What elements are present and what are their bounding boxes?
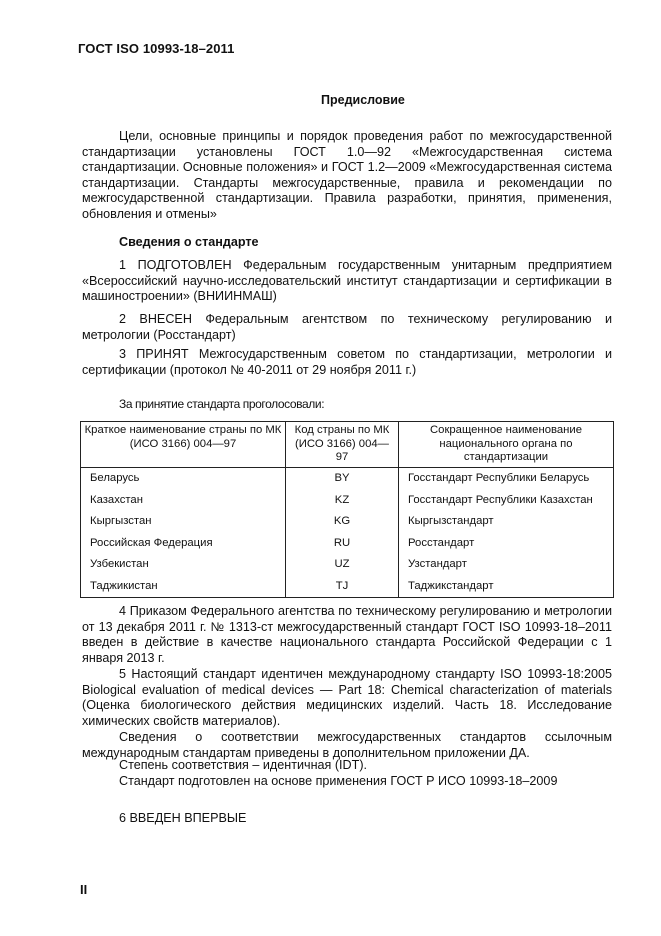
code-cell: KG xyxy=(286,511,399,533)
code-cell: KZ xyxy=(286,489,399,511)
item-1-paragraph: 1 ПОДГОТОВЛЕН Федеральным государственным унитарным предприятием «Всероссийский научно-исследовательский институт стандартизации и сертификации в машиностроении» (ВНИИНМАШ) xyxy=(82,258,612,304)
table-header-body: Сокращенное наименование национального органа по стандартизации xyxy=(399,422,614,468)
body-cell: Таджикстандарт xyxy=(399,575,614,597)
page-title: Предисловие xyxy=(321,93,405,107)
code-cell: BY xyxy=(286,467,399,489)
table-row xyxy=(81,532,614,554)
table-header-row xyxy=(81,422,614,468)
country-cell: Кыргызстан xyxy=(81,511,286,533)
table-header-country: Краткое наименование страны по МК (ИСО 3166) 004—97 xyxy=(81,422,286,468)
country-cell: Казахстан xyxy=(81,489,286,511)
document-header: ГОСТ ISO 10993-18–2011 xyxy=(78,41,235,56)
item-5-degree: Степень соответствия – идентичная (IDT). xyxy=(119,758,368,772)
item-5-paragraph: 5 Настоящий стандарт идентичен международному стандарту ISO 10993-18:2005 Biological evaluation of medical devices — Part 18: Chemical characterization of materials (Оценка биологического действия медицинских изделий. Часть 18. Исследование химических свойств материалов). xyxy=(82,667,612,728)
table-header-code: Код страны по МК (ИСО 3166) 004—97 xyxy=(286,422,399,468)
item-2-paragraph: 2 ВНЕСЕН Федеральным агентством по техническому регулированию и метрологии (Росстандарт) xyxy=(82,312,612,342)
item-6-paragraph: 6 ВВЕДЕН ВПЕРВЫЕ xyxy=(119,811,247,825)
page-number: II xyxy=(80,882,88,897)
body-cell: Росстандарт xyxy=(399,532,614,554)
item-5-links-paragraph: Сведения о соответствии межгосударственных стандартов ссылочным международным стандартам приведены в дополнительном приложении ДА. xyxy=(82,730,612,760)
country-cell: Таджикистан xyxy=(81,575,286,597)
voted-label: За принятие стандарта проголосовали: xyxy=(119,397,325,411)
country-cell: Российская Федерация xyxy=(81,532,286,554)
code-cell: TJ xyxy=(286,575,399,597)
item-5-basis: Стандарт подготовлен на основе применения ГОСТ Р ИСО 10993-18–2009 xyxy=(119,774,558,788)
table-row xyxy=(81,554,614,576)
item-3-paragraph: 3 ПРИНЯТ Межгосударственным советом по стандартизации, метрологии и сертификации (протокол № 40-2011 от 29 ноября 2011 г.) xyxy=(82,347,612,377)
voting-table xyxy=(80,421,614,598)
table-row xyxy=(81,467,614,489)
code-cell: RU xyxy=(286,532,399,554)
country-cell: Узбекистан xyxy=(81,554,286,576)
intro-paragraph: Цели, основные принципы и порядок проведения работ по межгосударственной стандартизации установлены ГОСТ 1.0—92 «Межгосударственная система стандартизации. Основные положения» и ГОСТ 1.2—2009 «Межгосударственная система стандартизации. Стандарты межгосударственные, правила и рекомендации по межгосударственной стандартизации. Правила разработки, принятия, применения, обновления и отмены» xyxy=(82,129,612,221)
table-row xyxy=(81,511,614,533)
table-row xyxy=(81,575,614,597)
country-cell: Беларусь xyxy=(81,467,286,489)
info-heading: Сведения о стандарте xyxy=(119,235,259,249)
body-cell: Узстандарт xyxy=(399,554,614,576)
body-cell: Госстандарт Республики Беларусь xyxy=(399,467,614,489)
code-cell: UZ xyxy=(286,554,399,576)
item-4-paragraph: 4 Приказом Федерального агентства по техническому регулированию и метрологии от 13 декабря 2011 г. № 1313-ст межгосударственный стандарт ГОСТ ISO 10993-18–2011 введен в действие в качестве национального стандарта Российской Федерации с 1 января 2013 г. xyxy=(82,604,612,665)
body-cell: Кыргызстандарт xyxy=(399,511,614,533)
body-cell: Госстандарт Республики Казахстан xyxy=(399,489,614,511)
table-row xyxy=(81,489,614,511)
